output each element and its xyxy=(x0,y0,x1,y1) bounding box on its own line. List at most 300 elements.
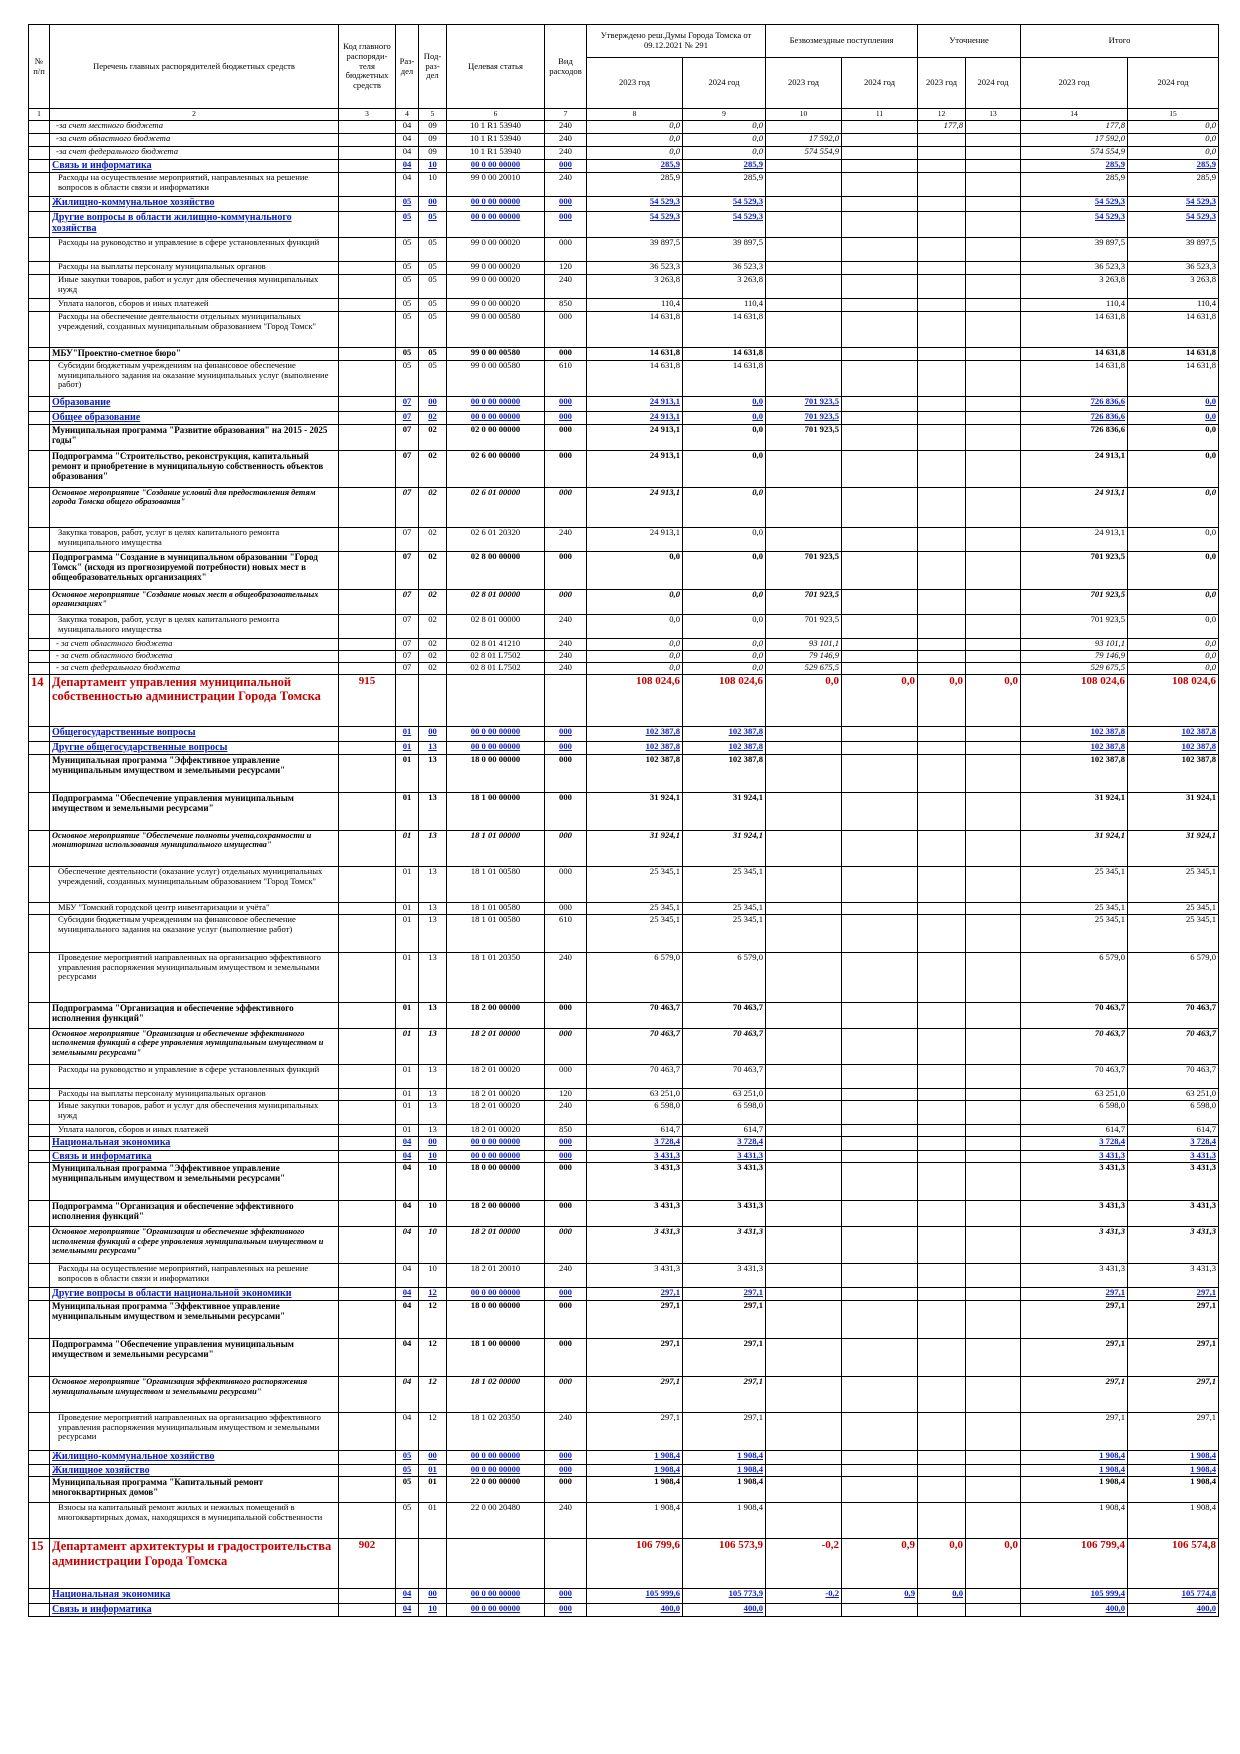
row-target xyxy=(447,1539,545,1589)
row-target: 99 0 00 00580 xyxy=(447,361,545,397)
total-2023: 701 923,5 xyxy=(1021,590,1128,615)
row-code xyxy=(339,953,396,1003)
grants-2024 xyxy=(842,651,918,663)
approved-2023: 0,0 xyxy=(587,590,683,615)
grants-2023 xyxy=(766,197,842,212)
approved-2023: 3 263,8 xyxy=(587,275,683,299)
grants-2024 xyxy=(842,903,918,915)
clarif-2023 xyxy=(918,793,966,831)
row-target: 10 1 R1 53940 xyxy=(447,147,545,160)
row-name: - за счет областного бюджета xyxy=(50,651,339,663)
clarif-2023 xyxy=(918,742,966,755)
row-target: 18 1 01 00580 xyxy=(447,915,545,953)
row-target: 18 2 00 00000 xyxy=(447,1201,545,1227)
clarif-2023 xyxy=(918,1339,966,1377)
row-razdel: 05 xyxy=(396,348,419,361)
approved-2023: 0,0 xyxy=(587,147,683,160)
row-target: 99 0 00 00020 xyxy=(447,262,545,275)
row-vid: 000 xyxy=(545,1151,587,1163)
total-2023: 285,9 xyxy=(1021,173,1128,197)
row-razdel: 04 xyxy=(396,1264,419,1288)
grants-2024 xyxy=(842,121,918,134)
approved-2023: 297,1 xyxy=(587,1377,683,1413)
total-2024: 3 728,4 xyxy=(1128,1137,1219,1151)
approved-2024: 14 631,8 xyxy=(683,361,766,397)
row-razdel: 07 xyxy=(396,397,419,412)
row-podrazdel: 10 xyxy=(419,173,447,197)
total-2024: 102 387,8 xyxy=(1128,755,1219,793)
row-name: Жилищно-коммунальное хозяйство xyxy=(50,197,339,212)
table-row xyxy=(29,831,1219,867)
clarif-2023 xyxy=(918,528,966,552)
table-row xyxy=(29,615,1219,639)
row-vid: 000 xyxy=(545,197,587,212)
row-target: 00 0 00 00000 xyxy=(447,1451,545,1465)
grants-2023: 701 923,5 xyxy=(766,552,842,590)
clarif-2024 xyxy=(966,412,1021,425)
row-podrazdel: 01 xyxy=(419,1503,447,1539)
approved-2024: 1 908,4 xyxy=(683,1503,766,1539)
clarif-2023 xyxy=(918,1301,966,1339)
row-razdel: 05 xyxy=(396,1451,419,1465)
clarif-2023 xyxy=(918,903,966,915)
approved-2023: 31 924,1 xyxy=(587,831,683,867)
row-target: 18 1 00 00000 xyxy=(447,1339,545,1377)
row-code xyxy=(339,1137,396,1151)
grants-2023 xyxy=(766,488,842,528)
approved-2024: 297,1 xyxy=(683,1301,766,1339)
grants-2024 xyxy=(842,1301,918,1339)
row-vid: 240 xyxy=(545,528,587,552)
clarif-2024 xyxy=(966,915,1021,953)
approved-2023: 54 529,3 xyxy=(587,197,683,212)
approved-2024: 0,0 xyxy=(683,663,766,675)
total-2024: 0,0 xyxy=(1128,528,1219,552)
total-2023: 102 387,8 xyxy=(1021,727,1128,742)
grants-2024 xyxy=(842,1465,918,1477)
header-podrazdel: Под-раз-дел xyxy=(419,25,447,109)
approved-2024: 106 573,9 xyxy=(683,1539,766,1589)
clarif-2024 xyxy=(966,299,1021,312)
row-razdel: 07 xyxy=(396,615,419,639)
row-vid: 000 xyxy=(545,451,587,488)
row-name: Подпрограмма "Обеспечение управления муниципальным имуществом и земельными ресурсами" xyxy=(50,1339,339,1377)
row-razdel: 01 xyxy=(396,1125,419,1137)
table-row xyxy=(29,1465,1219,1477)
row-code xyxy=(339,312,396,348)
clarif-2024 xyxy=(966,1477,1021,1503)
row-code xyxy=(339,663,396,675)
grants-2024 xyxy=(842,397,918,412)
approved-2023: 0,0 xyxy=(587,134,683,147)
approved-2024: 3 263,8 xyxy=(683,275,766,299)
total-2023: 1 908,4 xyxy=(1021,1477,1128,1503)
row-name: Связь и информатика xyxy=(50,160,339,173)
clarif-2024 xyxy=(966,425,1021,451)
row-vid: 610 xyxy=(545,361,587,397)
row-podrazdel xyxy=(419,675,447,727)
clarif-2023 xyxy=(918,1465,966,1477)
row-number xyxy=(29,197,50,212)
row-podrazdel: 13 xyxy=(419,1065,447,1089)
grants-2024 xyxy=(842,1137,918,1151)
grants-2023 xyxy=(766,1029,842,1065)
approved-2023: 24 913,1 xyxy=(587,412,683,425)
row-code xyxy=(339,134,396,147)
clarif-2023 xyxy=(918,1503,966,1539)
row-code xyxy=(339,1604,396,1616)
total-2023: 3 728,4 xyxy=(1021,1137,1128,1151)
row-name: Жилищное хозяйство xyxy=(50,1465,339,1477)
row-number xyxy=(29,425,50,451)
row-target: 18 2 01 00020 xyxy=(447,1125,545,1137)
row-target: 18 2 01 00020 xyxy=(447,1089,545,1101)
row-number xyxy=(29,793,50,831)
grants-2024 xyxy=(842,742,918,755)
row-target xyxy=(447,675,545,727)
grants-2023 xyxy=(766,528,842,552)
row-target: 18 2 01 00020 xyxy=(447,1065,545,1089)
grants-2024 xyxy=(842,1201,918,1227)
total-2024: 614,7 xyxy=(1128,1125,1219,1137)
row-vid xyxy=(545,1539,587,1589)
row-razdel: 01 xyxy=(396,915,419,953)
total-2024: 297,1 xyxy=(1128,1301,1219,1339)
row-name: Расходы на осуществление мероприятий, направленных на решение вопросов в области связи и информатики xyxy=(50,173,339,197)
row-name: Подпрограмма "Строительство, реконструкция, капитальный ремонт и приобретение в муниципальную собственность объектов образования" xyxy=(50,451,339,488)
row-podrazdel: 13 xyxy=(419,867,447,903)
table-row xyxy=(29,1477,1219,1503)
row-code xyxy=(339,299,396,312)
row-podrazdel: 00 xyxy=(419,1137,447,1151)
row-target: 18 1 01 00580 xyxy=(447,903,545,915)
clarif-2024 xyxy=(966,312,1021,348)
row-vid: 240 xyxy=(545,1413,587,1451)
grants-2024 xyxy=(842,1288,918,1301)
total-2024: 70 463,7 xyxy=(1128,1029,1219,1065)
clarif-2024 xyxy=(966,238,1021,262)
row-number xyxy=(29,1029,50,1065)
row-podrazdel: 13 xyxy=(419,1089,447,1101)
table-row xyxy=(29,639,1219,651)
row-number xyxy=(29,1503,50,1539)
total-2024: 285,9 xyxy=(1128,173,1219,197)
grants-2024 xyxy=(842,312,918,348)
header-2023: 2023 год xyxy=(587,58,683,109)
column-number: 5 xyxy=(419,109,447,121)
total-2024: 1 908,4 xyxy=(1128,1451,1219,1465)
column-number: 9 xyxy=(683,109,766,121)
table-row xyxy=(29,488,1219,528)
approved-2023: 110,4 xyxy=(587,299,683,312)
header-code: Код главного распоряди-теля бюджетных средств xyxy=(339,25,396,109)
header-target: Целевая статья xyxy=(447,25,545,109)
row-number xyxy=(29,312,50,348)
clarif-2023 xyxy=(918,348,966,361)
table-row xyxy=(29,173,1219,197)
row-name: Образование xyxy=(50,397,339,412)
approved-2023: 106 799,6 xyxy=(587,1539,683,1589)
table-row xyxy=(29,742,1219,755)
total-2023: 63 251,0 xyxy=(1021,1089,1128,1101)
approved-2023: 14 631,8 xyxy=(587,312,683,348)
total-2023: 726 836,6 xyxy=(1021,425,1128,451)
total-2023: 3 431,3 xyxy=(1021,1227,1128,1264)
row-name: Подпрограмма "Обеспечение управления муниципальным имуществом и земельными ресурсами" xyxy=(50,793,339,831)
row-podrazdel: 10 xyxy=(419,1163,447,1201)
approved-2024: 3 431,3 xyxy=(683,1201,766,1227)
grants-2024 xyxy=(842,1065,918,1089)
row-number xyxy=(29,1227,50,1264)
row-code xyxy=(339,197,396,212)
row-name: Основное мероприятие "Организация и обеспечение эффективного исполнения функций в сфере управления муниципальным имуществом и земельными ресурсами" xyxy=(50,1029,339,1065)
table-row xyxy=(29,1301,1219,1339)
row-razdel: 04 xyxy=(396,1413,419,1451)
grants-2024 xyxy=(842,1604,918,1616)
table-row xyxy=(29,134,1219,147)
approved-2023: 614,7 xyxy=(587,1125,683,1137)
grants-2023: 529 675,5 xyxy=(766,663,842,675)
clarif-2023 xyxy=(918,953,966,1003)
table-row xyxy=(29,1089,1219,1101)
row-razdel: 04 xyxy=(396,147,419,160)
table-row xyxy=(29,915,1219,953)
approved-2024: 1 908,4 xyxy=(683,1465,766,1477)
column-number: 3 xyxy=(339,109,396,121)
row-vid: 000 xyxy=(545,238,587,262)
row-podrazdel: 10 xyxy=(419,1227,447,1264)
grants-2023 xyxy=(766,953,842,1003)
row-code xyxy=(339,1163,396,1201)
grants-2023: 701 923,5 xyxy=(766,590,842,615)
clarif-2023 xyxy=(918,262,966,275)
clarif-2023 xyxy=(918,1029,966,1065)
row-number xyxy=(29,147,50,160)
grants-2024: 0,9 xyxy=(842,1539,918,1589)
table-row xyxy=(29,1125,1219,1137)
row-number xyxy=(29,1301,50,1339)
budget-table-sheet xyxy=(28,24,1218,1617)
total-2024: 1 908,4 xyxy=(1128,1477,1219,1503)
row-target: 18 1 01 00000 xyxy=(447,831,545,867)
row-target: 18 2 01 00000 xyxy=(447,1227,545,1264)
row-vid: 000 xyxy=(545,1604,587,1616)
row-podrazdel: 12 xyxy=(419,1377,447,1413)
table-row xyxy=(29,1288,1219,1301)
total-2023: 106 799,4 xyxy=(1021,1539,1128,1589)
row-number xyxy=(29,639,50,651)
clarif-2024 xyxy=(966,639,1021,651)
row-vid: 000 xyxy=(545,488,587,528)
total-2024: 297,1 xyxy=(1128,1288,1219,1301)
approved-2024: 70 463,7 xyxy=(683,1029,766,1065)
total-2023: 31 924,1 xyxy=(1021,831,1128,867)
total-2023: 31 924,1 xyxy=(1021,793,1128,831)
row-razdel: 07 xyxy=(396,528,419,552)
row-number xyxy=(29,451,50,488)
clarif-2024 xyxy=(966,147,1021,160)
total-2024: 0,0 xyxy=(1128,488,1219,528)
clarif-2024 xyxy=(966,1413,1021,1451)
total-2023: 3 431,3 xyxy=(1021,1151,1128,1163)
row-razdel: 05 xyxy=(396,1477,419,1503)
table-row xyxy=(29,451,1219,488)
approved-2023: 3 728,4 xyxy=(587,1137,683,1151)
grants-2023: 574 554,9 xyxy=(766,147,842,160)
row-number xyxy=(29,275,50,299)
clarif-2024 xyxy=(966,1604,1021,1616)
clarif-2023 xyxy=(918,147,966,160)
approved-2024: 0,0 xyxy=(683,134,766,147)
clarif-2024 xyxy=(966,361,1021,397)
row-razdel: 04 xyxy=(396,173,419,197)
row-podrazdel: 01 xyxy=(419,1477,447,1503)
total-2023: 70 463,7 xyxy=(1021,1065,1128,1089)
total-2023: 39 897,5 xyxy=(1021,238,1128,262)
table-row xyxy=(29,121,1219,134)
row-vid: 000 xyxy=(545,793,587,831)
row-number xyxy=(29,1201,50,1227)
table-row xyxy=(29,412,1219,425)
total-2023: 6 579,0 xyxy=(1021,953,1128,1003)
row-code: 902 xyxy=(339,1539,396,1589)
total-2023: 79 146,9 xyxy=(1021,651,1128,663)
row-vid: 240 xyxy=(545,147,587,160)
row-name: Основное мероприятие "Организация и обеспечение эффективного исполнения функций в сфере управления муниципальным имуществом и земельными ресурсами" xyxy=(50,1227,339,1264)
clarif-2023 xyxy=(918,312,966,348)
row-name: Основное мероприятие "Обеспечение полноты учета,сохранности и мониторинга использования муниципального имущества" xyxy=(50,831,339,867)
clarif-2023 xyxy=(918,1089,966,1101)
table-row xyxy=(29,312,1219,348)
column-number: 8 xyxy=(587,109,683,121)
row-podrazdel: 13 xyxy=(419,1029,447,1065)
clarif-2024 xyxy=(966,1589,1021,1604)
row-vid: 000 xyxy=(545,1065,587,1089)
approved-2024: 105 773,9 xyxy=(683,1589,766,1604)
total-2023: 297,1 xyxy=(1021,1288,1128,1301)
row-razdel: 04 xyxy=(396,1151,419,1163)
row-vid: 000 xyxy=(545,212,587,238)
total-2024: 63 251,0 xyxy=(1128,1089,1219,1101)
row-razdel: 07 xyxy=(396,590,419,615)
row-razdel: 05 xyxy=(396,262,419,275)
row-target: 00 0 00 00000 xyxy=(447,397,545,412)
grants-2023 xyxy=(766,1151,842,1163)
total-2024: 6 579,0 xyxy=(1128,953,1219,1003)
grants-2024 xyxy=(842,412,918,425)
approved-2023: 3 431,3 xyxy=(587,1227,683,1264)
row-name: Жилищно-коммунальное хозяйство xyxy=(50,1451,339,1465)
approved-2023: 297,1 xyxy=(587,1288,683,1301)
total-2024: 25 345,1 xyxy=(1128,867,1219,903)
total-2023: 24 913,1 xyxy=(1021,488,1128,528)
row-number xyxy=(29,1589,50,1604)
column-number: 12 xyxy=(918,109,966,121)
total-2024: 1 908,4 xyxy=(1128,1465,1219,1477)
column-number: 2 xyxy=(50,109,339,121)
grants-2024 xyxy=(842,831,918,867)
approved-2024: 25 345,1 xyxy=(683,867,766,903)
clarif-2023 xyxy=(918,615,966,639)
row-vid: 000 xyxy=(545,425,587,451)
approved-2023: 3 431,3 xyxy=(587,1264,683,1288)
row-razdel: 05 xyxy=(396,1503,419,1539)
total-2024: 3 431,3 xyxy=(1128,1201,1219,1227)
row-number xyxy=(29,1465,50,1477)
clarif-2024 xyxy=(966,1264,1021,1288)
table-row xyxy=(29,1589,1219,1604)
row-target: 02 8 01 00000 xyxy=(447,590,545,615)
column-number: 10 xyxy=(766,109,842,121)
header-vid: Вид расходов xyxy=(545,25,587,109)
grants-2023: 79 146,9 xyxy=(766,651,842,663)
row-podrazdel: 05 xyxy=(419,212,447,238)
clarif-2024: 0,0 xyxy=(966,675,1021,727)
grants-2023: 701 923,5 xyxy=(766,397,842,412)
row-target: 18 2 01 20010 xyxy=(447,1264,545,1288)
grants-2024 xyxy=(842,793,918,831)
grants-2024 xyxy=(842,1413,918,1451)
total-2024: 1 908,4 xyxy=(1128,1503,1219,1539)
grants-2023 xyxy=(766,915,842,953)
row-name: Общее образование xyxy=(50,412,339,425)
approved-2024: 6 579,0 xyxy=(683,953,766,1003)
total-2023: 93 101,1 xyxy=(1021,639,1128,651)
row-number: 14 xyxy=(29,675,50,727)
grants-2024 xyxy=(842,1503,918,1539)
total-2023: 14 631,8 xyxy=(1021,361,1128,397)
row-target: 02 8 01 L7502 xyxy=(447,651,545,663)
row-target: 00 0 00 00000 xyxy=(447,212,545,238)
total-2024: 70 463,7 xyxy=(1128,1065,1219,1089)
approved-2024: 25 345,1 xyxy=(683,915,766,953)
header-clarif: Уточнение xyxy=(918,25,1021,58)
table-row xyxy=(29,361,1219,397)
row-name: Закупка товаров, работ, услуг в целях капитального ремонта муниципального имущества xyxy=(50,528,339,552)
approved-2023: 24 913,1 xyxy=(587,397,683,412)
clarif-2024 xyxy=(966,867,1021,903)
approved-2023: 24 913,1 xyxy=(587,528,683,552)
total-2024: 0,0 xyxy=(1128,121,1219,134)
grants-2023 xyxy=(766,1125,842,1137)
grants-2023 xyxy=(766,1377,842,1413)
row-code xyxy=(339,397,396,412)
clarif-2024 xyxy=(966,212,1021,238)
approved-2023: 6 598,0 xyxy=(587,1101,683,1125)
total-2024: 25 345,1 xyxy=(1128,915,1219,953)
row-code xyxy=(339,727,396,742)
table-row xyxy=(29,793,1219,831)
row-code xyxy=(339,173,396,197)
row-podrazdel: 05 xyxy=(419,262,447,275)
grants-2024 xyxy=(842,528,918,552)
row-vid: 000 xyxy=(545,590,587,615)
row-podrazdel: 09 xyxy=(419,134,447,147)
clarif-2024 xyxy=(966,1125,1021,1137)
clarif-2024 xyxy=(966,1163,1021,1201)
clarif-2023 xyxy=(918,1065,966,1089)
grants-2023 xyxy=(766,361,842,397)
clarif-2023 xyxy=(918,552,966,590)
total-2023: 574 554,9 xyxy=(1021,147,1128,160)
row-razdel: 01 xyxy=(396,903,419,915)
approved-2024: 0,0 xyxy=(683,488,766,528)
clarif-2023 xyxy=(918,1288,966,1301)
total-2024: 297,1 xyxy=(1128,1377,1219,1413)
row-razdel: 01 xyxy=(396,755,419,793)
row-code xyxy=(339,1151,396,1163)
clarif-2024 xyxy=(966,953,1021,1003)
